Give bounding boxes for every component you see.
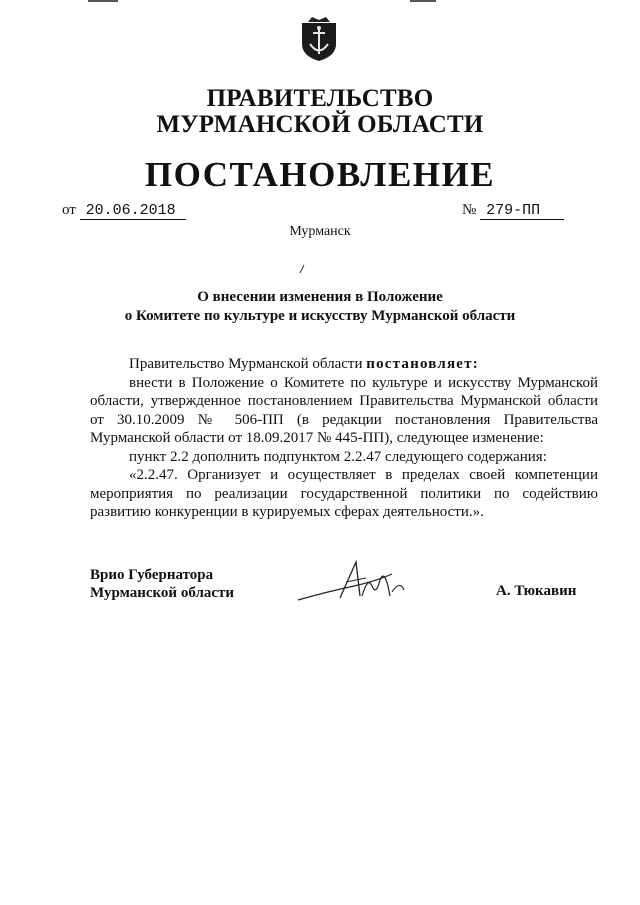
paragraph-1-text: Правительство Мурманской области xyxy=(129,356,363,372)
murmansk-coat-of-arms-icon xyxy=(298,14,340,62)
date-value: 20.06.2018 xyxy=(80,202,186,220)
body-line: области, утвержденное постановлением Правительства Мурманской области xyxy=(90,393,598,409)
subject-line-2: о Комитете по культуре и искусству Мурманской области xyxy=(124,308,516,324)
position-line-1: Врио Губернатора xyxy=(90,567,214,583)
body-line: «2.2.47. Организует и осуществляет в пределах своей компетенции xyxy=(129,467,598,483)
document-number xyxy=(462,202,564,220)
body-line: от 30.10.2009 № 506-ПП (в редакции постановления Правительства xyxy=(90,411,598,428)
city-name: Мурманск xyxy=(289,224,351,239)
document-type-title: ПОСТАНОВЛЕНИЕ xyxy=(144,155,496,194)
decree-keyword: постановляет: xyxy=(366,356,479,372)
subject-line-1: О внесении изменения в Положение xyxy=(197,289,443,305)
government-name-line-2: МУРМАНСКОЙ ОБЛАСТИ xyxy=(156,111,484,138)
body-line: мероприятия по реализации государственной политики по содействию xyxy=(90,485,598,502)
signatory-name: А. Тюкавин xyxy=(496,583,577,599)
body-line: развитию конкуренции в курируемых сферах деятельности.». xyxy=(90,504,484,520)
body-line: внести в Положение о Комитете по культуре и искусству Мурманской xyxy=(129,374,598,391)
handwritten-signature xyxy=(296,556,416,606)
signatory-position xyxy=(90,566,234,602)
document-date xyxy=(62,202,186,220)
number-value: 279-ПП xyxy=(480,202,564,220)
body-paragraph-3: пункт 2.2 дополнить подпунктом 2.2.47 следующего содержания: xyxy=(129,448,547,465)
scan-edge-mark xyxy=(410,0,436,2)
document-body xyxy=(90,355,598,522)
number-prefix: № xyxy=(462,202,477,218)
pen-mark xyxy=(299,264,305,274)
body-line: Мурманской области от 18.09.2017 № 445-ПП), следующее изменение: xyxy=(90,430,544,446)
position-line-2: Мурманской области xyxy=(90,585,235,601)
body-paragraph-1 xyxy=(90,355,598,374)
date-prefix: от xyxy=(62,202,76,218)
government-name-line-1: ПРАВИТЕЛЬСТВО xyxy=(206,85,434,112)
scan-edge-mark xyxy=(88,0,118,2)
